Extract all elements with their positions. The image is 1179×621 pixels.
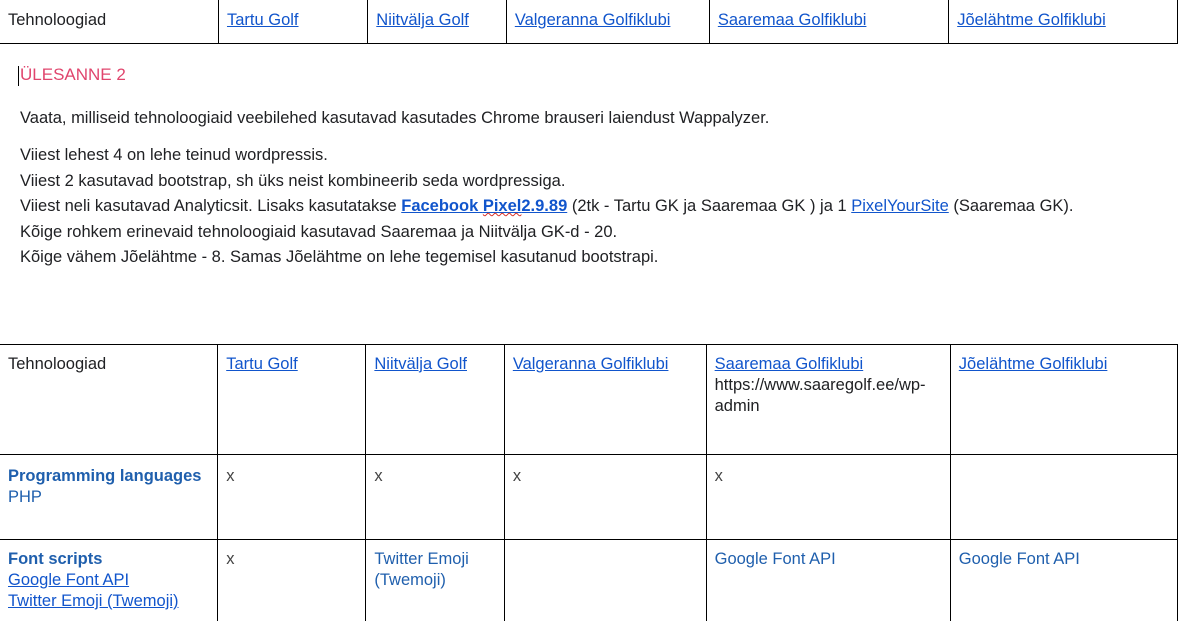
link-facebook-pixel[interactable]: Facebook Pixel2.9.89 bbox=[401, 197, 568, 215]
cell-tartu-font: x bbox=[218, 540, 366, 621]
cell-valgeranna-prog: x bbox=[504, 455, 706, 540]
link-valgeranna-golfiklubi-2[interactable]: Valgeranna Golfiklubi bbox=[512, 355, 669, 373]
cell-niitvalja-prog: x bbox=[366, 455, 504, 540]
table-row bbox=[0, 540, 1178, 621]
task-section bbox=[20, 62, 1179, 271]
finding-bootstrap: Viiest 2 kasutavad bootstrap, sh üks neist kombineerib seda wordpressiga. bbox=[20, 171, 566, 190]
cell-joelahtme-prog bbox=[950, 455, 1177, 540]
link-saaremaa-golfiklubi[interactable]: Saaremaa Golfiklubi bbox=[717, 11, 867, 29]
link-valgeranna-golfiklubi[interactable]: Valgeranna Golfiklubi bbox=[514, 11, 671, 29]
top-header-technologies: Tehnoloogiad bbox=[0, 0, 218, 44]
finding-least-technologies: Kõige vähem Jõelähtme - 8. Samas Jõelähtme on lehe tegemisel kasutanud bootstrapi. bbox=[20, 248, 659, 266]
header-saaremaa-cell bbox=[706, 345, 950, 455]
item-php: PHP bbox=[8, 488, 42, 506]
cell-tartu-prog: x bbox=[218, 455, 366, 540]
cell-saaremaa-font: Google Font API bbox=[706, 540, 950, 621]
cell-saaremaa-prog: x bbox=[706, 455, 950, 540]
text-cursor bbox=[18, 66, 19, 86]
cell-valgeranna-font bbox=[504, 540, 706, 621]
finding-analytics: Viiest neli kasutavad Analyticsit. Lisaks kasutatakse Facebook Pixel2.9.89 (2tk - Tartu GK ja Saaremaa GK ) ja 1 PixelYourSite (Saaremaa GK). bbox=[20, 197, 1074, 215]
finding-most-technologies: Kõige rohkem erinevaid tehnoloogiaid kasutavad Saaremaa ja Niitvälja GK-d - 20. bbox=[20, 222, 618, 241]
category-programming-languages: Programming languages PHP bbox=[0, 455, 218, 540]
cell-joelahtme-font: Google Font API bbox=[950, 540, 1177, 621]
header-technologies: Tehnoloogiad bbox=[0, 345, 218, 455]
link-joelahtme-golfiklubi-2[interactable]: Jõelähtme Golfiklubi bbox=[958, 355, 1108, 373]
table-header-row bbox=[0, 345, 1178, 455]
table-row bbox=[0, 455, 1178, 540]
link-google-font-api[interactable]: Google Font API bbox=[8, 571, 130, 589]
cell-niitvalja-font: Twitter Emoji (Twemoji) bbox=[366, 540, 504, 621]
top-table-header-row bbox=[0, 0, 1178, 44]
finding-wordpress: Viiest lehest 4 on lehe teinud wordpressis. bbox=[20, 146, 328, 164]
link-pixelyoursite[interactable]: PixelYourSite bbox=[851, 197, 949, 215]
task-heading: ÜLESANNE 2 bbox=[20, 65, 126, 84]
link-niitvalja-golf[interactable]: Niitvälja Golf bbox=[376, 11, 469, 29]
link-tartu-golf-2[interactable]: Tartu Golf bbox=[226, 355, 298, 373]
category-font-scripts: Font scripts Google Font API Twitter Emoji (Twemoji) bbox=[0, 540, 218, 621]
task-intro: Vaata, milliseid tehnoloogiaid veebilehed kasutavad kasutades Chrome brauseri laiendust Wappalyzer. bbox=[20, 108, 770, 127]
link-saaremaa-golfiklubi-2[interactable]: Saaremaa Golfiklubi bbox=[714, 355, 864, 373]
saaremaa-url: https://www.saaregolf.ee/wp-admin bbox=[714, 376, 926, 415]
top-table bbox=[0, 0, 1178, 44]
link-twitter-emoji[interactable]: Twitter Emoji (Twemoji) bbox=[8, 592, 179, 610]
link-niitvalja-golf-2[interactable]: Niitvälja Golf bbox=[374, 355, 467, 373]
link-tartu-golf[interactable]: Tartu Golf bbox=[226, 11, 299, 29]
link-joelahtme-golfiklubi[interactable]: Jõelähtme Golfiklubi bbox=[957, 11, 1106, 29]
technologies-table bbox=[0, 344, 1178, 621]
